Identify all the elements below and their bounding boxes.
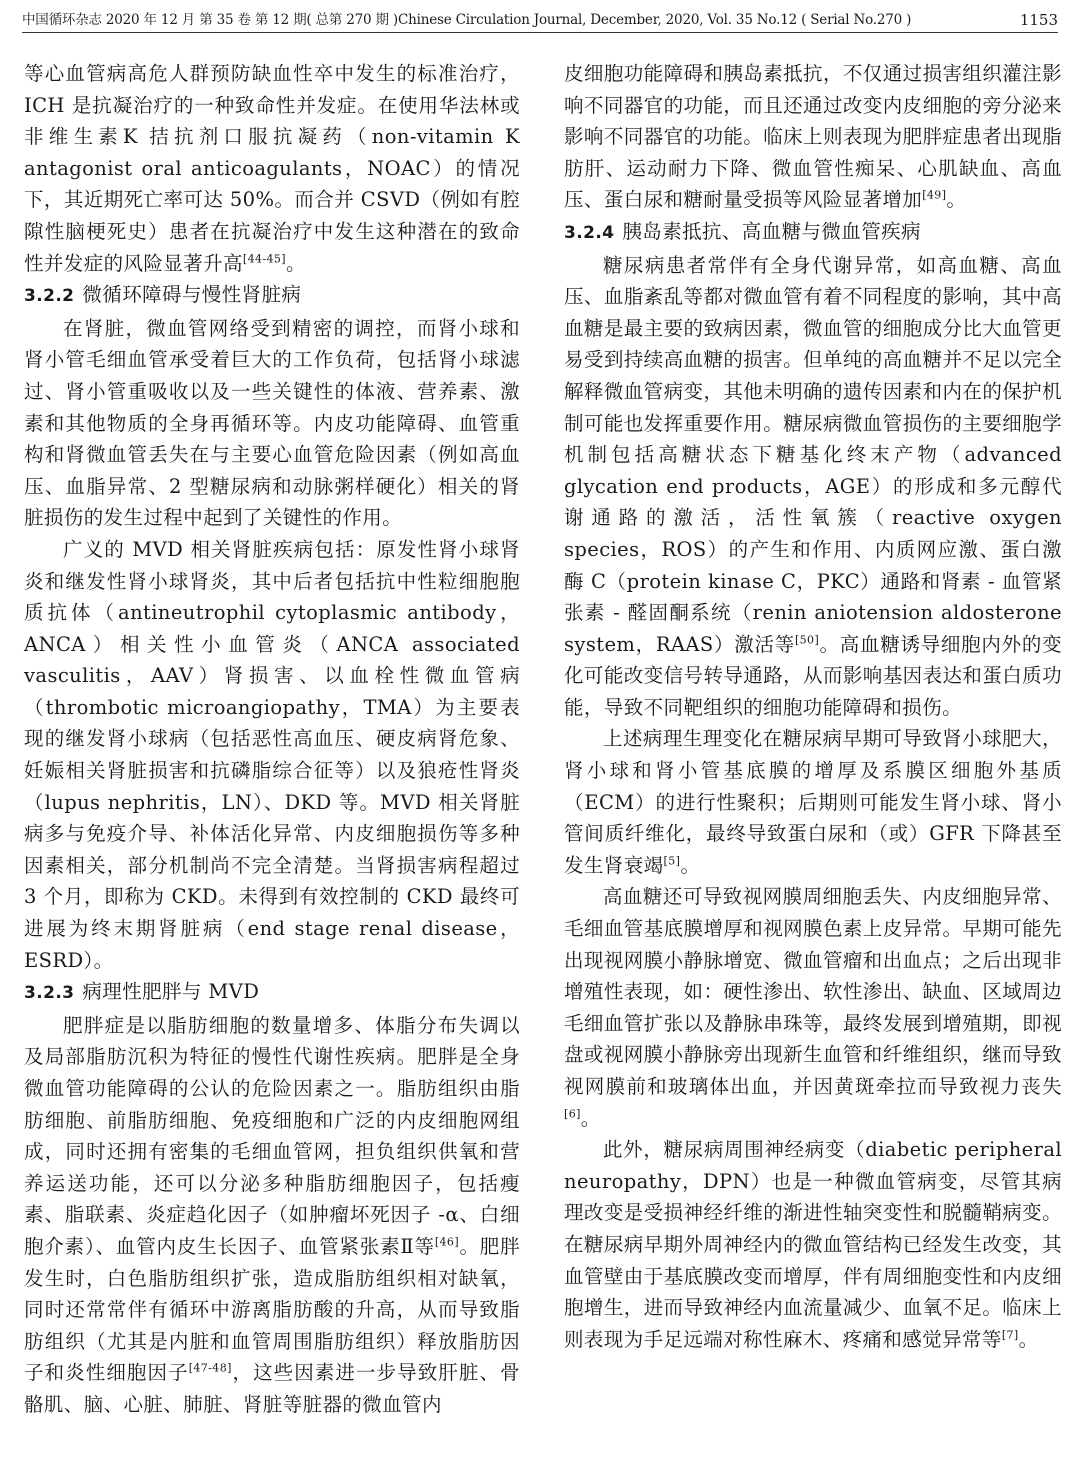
paragraph: 上述病理生理变化在糖尿病早期可导致肾小球肥大，肾小球和肾小管基底膜的增厚及系膜区细胞外基质（ECM）的进行性聚积；后期则可能发生肾小球、肾小管间质纤维化，最终导致蛋白尿和（或）GFR 下降甚至发生肾衰竭[5]。 (564, 727, 1062, 877)
running-header (22, 8, 1058, 33)
citation[interactable]: [7] (1001, 1328, 1019, 1342)
section-heading-3-2-3: 3.2.3 病理性肥胖与 MVD (24, 980, 260, 1004)
page-number: 1153 (1019, 11, 1058, 29)
paragraph: 等心血管病高危人群预防缺血性卒中发生的标准治疗，ICH 是抗凝治疗的一种致命性并发症。在使用华法林或非维生素K 拮抗剂口服抗凝药（non-vitamin K antagonist oral anticoagulants，NOAC）的情况下，其近期死亡率可达 50%。而合并 CSVD（例如有腔隙性脑梗死史）患者在抗凝治疗中发生这种潜在的致命性并发症的风险显著升高[44-45]。 (24, 62, 520, 275)
citation[interactable]: [49] (922, 188, 947, 202)
paragraph: 高血糖还可导致视网膜周细胞丢失、内皮细胞异常、毛细血管基底膜增厚和视网膜色素上皮异常。早期可能先出现视网膜小静脉增宽、微血管瘤和出血点；之后出现非增殖性表现，如：硬性渗出、软性渗出、缺血、区域周边毛细血管扩张以及静脉串珠等，最终发展到增殖期，即视盘或视网膜小静脉旁出现新生血管和纤维组织，继而导致视网膜前和玻璃体出血，并因黄斑牵拉而导致视力丧失[6]。 (564, 885, 1062, 1130)
paragraph: 在肾脏，微血管网络受到精密的调控，而肾小球和肾小管毛细血管承受着巨大的工作负荷，包括肾小球滤过、肾小管重吸收以及一些关键性的体液、营养素、激素和其他物质的全身再循环等。内皮功能障碍、血管重构和肾微血管丢失在与主要心血管危险因素（例如高血压、血脂异常、2 型糖尿病和动脉粥样硬化）相关的肾脏损伤的发生过程中起到了关键性的作用。 (24, 316, 520, 530)
section-heading-3-2-2: 3.2.2 微循环障碍与慢性肾脏病 (24, 283, 302, 307)
citation[interactable]: [44-45] (242, 252, 287, 266)
paragraph: 肥胖症是以脂肪细胞的数量增多、体脂分布失调以及局部脂肪沉积为特征的慢性代谢性疾病。肥胖是全身微血管功能障碍的公认的危险因素之一。脂肪组织由脂肪细胞、前脂肪细胞、免疫细胞和广泛的内皮细胞网组成，同时还拥有密集的毛细血管网，担负组织供氧和营养运送功能，还可以分泌多种脂肪细胞因子，包括瘦素、脂联素、炎症趋化因子（如肿瘤坏死因子 -α、白细胞介素）、血管内皮生长因子、血管紧张素Ⅱ等[46]。肥胖发生时，白色脂肪组织扩张，造成脂肪组织相对缺氧，同时还常常伴有循环中游离脂肪酸的升高，从而导致脂肪组织（尤其是内脏和血管周围脂肪组织）释放脂肪因子和炎性细胞因子[47-48]，这些因素进一步导致肝脏、骨骼肌、脑、心脏、肺脏、肾脏等脏器的微血管内 (24, 1013, 521, 1416)
paragraph: 广义的 MVD 相关肾脏疾病包括：原发性肾小球肾炎和继发性肾小球肾炎，其中后者包括抗中性粒细胞胞质抗体（antineutrophil cytoplasmic antibody，ANCA）相关性小血管炎（ANCA associated vasculitis，AAV）肾损害、以血栓性微血管病（thrombotic microangiopathy，TMA）为主要表现的继发肾小球病（包括恶性高血压、硬皮病肾危象、妊娠相关肾脏损害和抗磷脂综合征等）以及狼疮性肾炎（lupus nephritis，LN）、DKD 等。MVD 相关肾脏病多与免疫介导、补体活化异常、内皮细胞损伤等多种因素相关，部分机制尚不完全清楚。当肾损害病程超过 3 个月，即称为 CKD。未得到有效控制的 CKD 最终可进展为终末期肾脏病（end stage renal disease，ESRD）。 (24, 537, 520, 972)
paragraph: 此外，糖尿病周围神经病变（diabetic peripheral neuropathy，DPN）也是一种微血管病变，尽管其病理改变是受损神经纤维的渐进性轴突变性和脱髓鞘病变。在糖尿病早期外周神经内的微血管结构已经发生改变，其血管壁由于基底膜改变而增厚，伴有周细胞变性和内皮细胞增生，进而导致神经内血流量减少、血氧不足。临床上则表现为手足远端对称性麻木、疼痛和感觉异常等[7]。 (564, 1138, 1062, 1351)
citation[interactable]: [5] (663, 854, 681, 868)
paragraph: 皮细胞功能障碍和胰岛素抵抗，不仅通过损害组织灌注影响不同器官的功能，而且还通过改变内皮细胞的旁分泌来影响不同器官的功能。临床上则表现为肥胖症患者出现脂肪肝、运动耐力下降、微血管性痴呆、心肌缺血、高血压、蛋白尿和糖耐量受损等风险显著增加[49]。 (564, 62, 1062, 212)
citation[interactable]: [50] (794, 633, 820, 647)
left-column (24, 58, 520, 1421)
citation[interactable]: [47-48] (188, 1361, 232, 1375)
journal-citation-line: 中国循环杂志 2020 年 12 月 第 35 卷 第 12 期( 总第 270 期 )Chinese Circulation Journal, December, 2020, Vol. 35 No.12 ( Serial No.270 ) (22, 12, 912, 28)
citation[interactable]: [46] (434, 1235, 460, 1249)
citation[interactable]: [6] (564, 1107, 581, 1121)
right-column (564, 58, 1062, 1355)
section-heading-3-2-4: 3.2.4 胰岛素抵抗、高血糖与微血管疾病 (564, 219, 921, 243)
paragraph: 糖尿病患者常伴有全身代谢异常，如高血糖、高血压、血脂紊乱等都对微血管有着不同程度的影响，其中高血糖是最主要的致病因素，微血管的细胞成分比大血管更易受到持续高血糖的损害。但单纯的高血糖并不足以完全解释微血管病变，其他未明确的遗传因素和内在的保护机制可能也发挥重要作用。糖尿病微血管损伤的主要细胞学机制包括高糖状态下糖基化终末产物（advanced glycation end products，AGE）的形成和多元醇代谢通路的激活，活性氧簇（reactive oxygen species，ROS）的产生和作用、内质网应激、蛋白激酶 C（protein kinase C，PKC）通路和肾素 - 血管紧张素 - 醛固酮系统（renin aniotension aldosterone system，RAAS）激活等[50]。高血糖诱导细胞内外的变化可能改变信号转导通路，从而影响基因表达和蛋白质功能，导致不同靶组织的细胞功能障碍和损伤。 (564, 253, 1062, 719)
